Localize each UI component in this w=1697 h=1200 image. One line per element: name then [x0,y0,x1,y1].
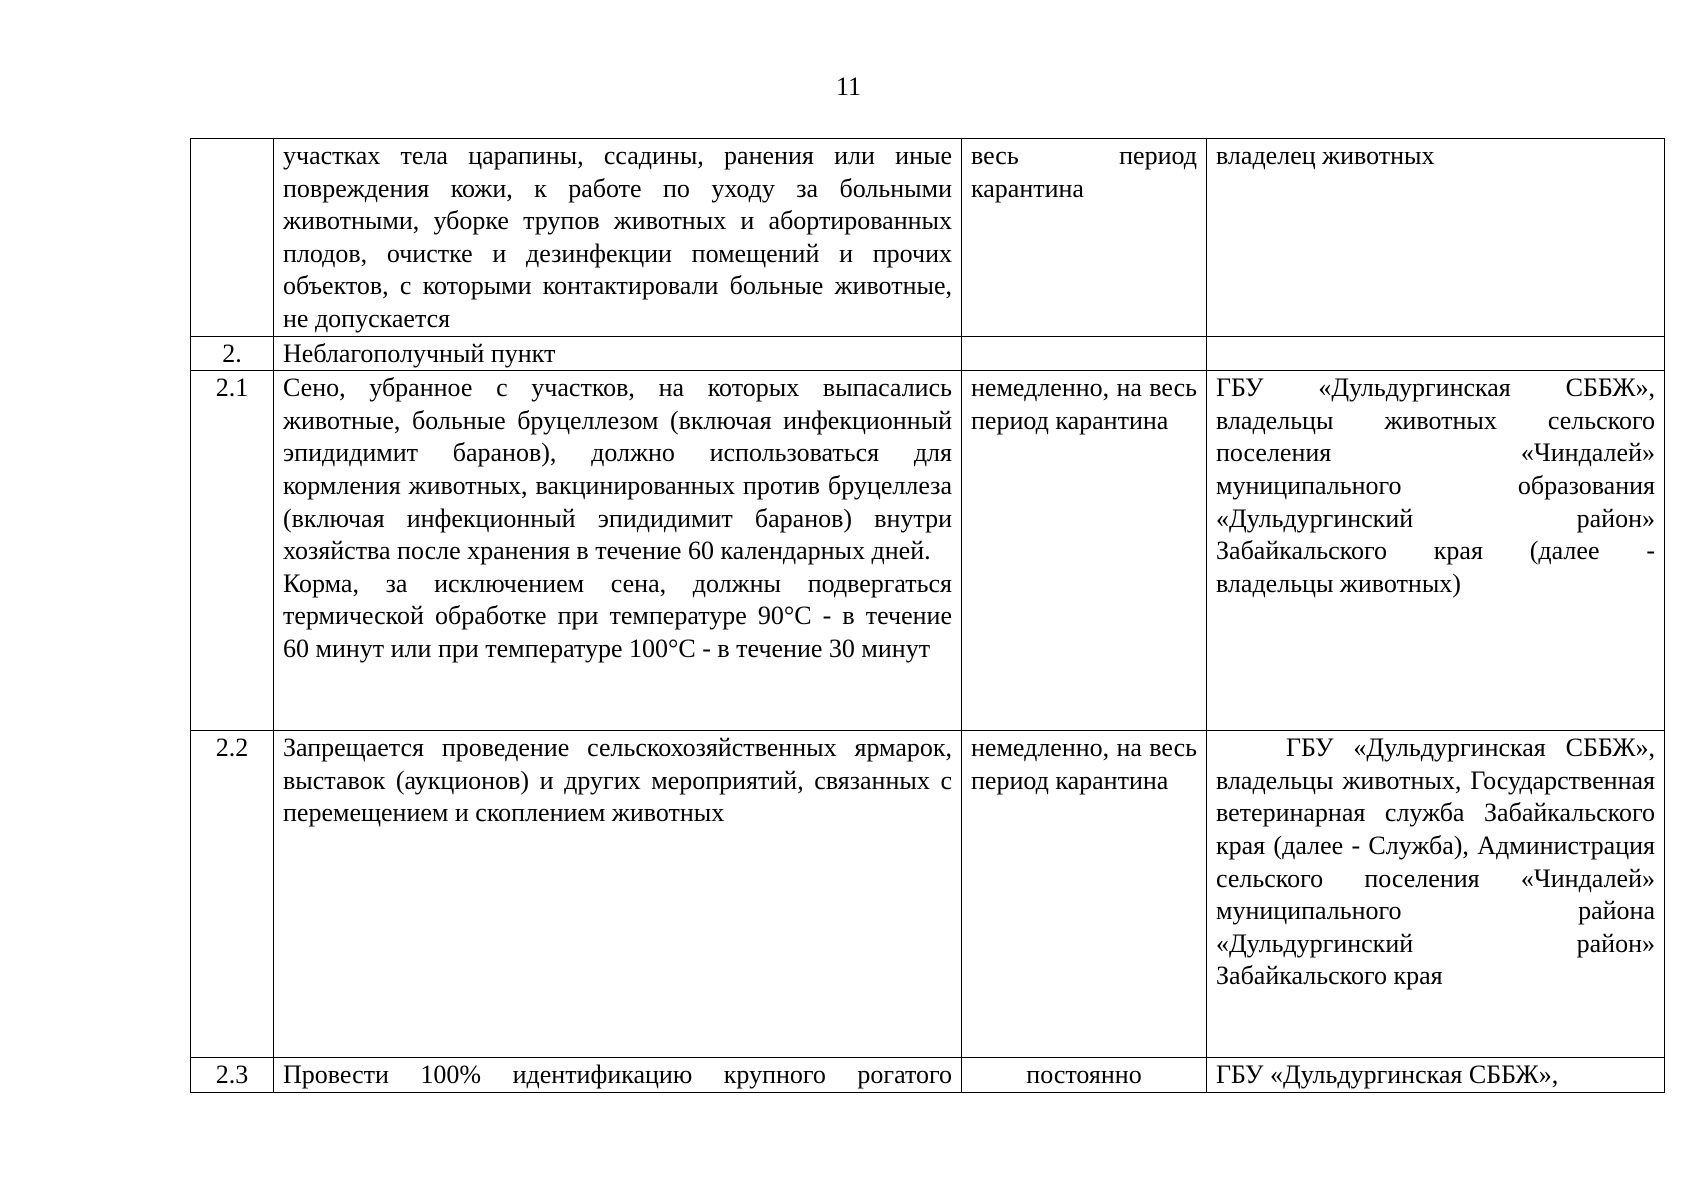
responsible-cell [1207,336,1665,371]
row-number: 2. [191,336,274,371]
measure-paragraph: участках тела царапины, ссадины, ранения или иные повреждения кожи, к работе по уходу за больными животными, уборке трупов животных и абортированных плодов, очистке и дезинфекции помещений и прочих объектов, с которыми контактировали больные животные, не допускается [283,141,952,333]
measure-paragraph: Запрещается проведение сельскохозяйственных ярмарок, выставок (аукционов) и других мероприятий, связанных с перемещением и скоплением животных [283,733,952,828]
term-cell [962,139,1207,337]
term-cell [962,731,1207,1058]
measures-table [190,138,1665,1093]
table-row [191,1058,1665,1093]
section-title: Неблагополучный пункт [274,336,962,371]
term-cell: постоянно [962,1058,1207,1093]
measure-text [274,1058,962,1093]
table-row-section [191,336,1665,371]
term-text: весь период карантина [971,141,1197,203]
term-text: немедленно, на весь период карантина [971,733,1197,795]
term-cell [962,371,1207,731]
measure-text [274,371,962,731]
term-text: немедленно, на весь период карантина [971,373,1197,435]
row-number: 2.1 [191,371,274,731]
responsible-cell [1207,731,1665,1058]
table-row [191,731,1665,1058]
responsible-cell [1207,371,1665,731]
measure-text [274,731,962,1058]
responsible-cell: владелец животных [1207,139,1665,337]
table-row [191,371,1665,731]
responsible-text: ГБУ «Дульдургинская СББЖ», владельцы животных, Государственная ветеринарная служба Забайкальского края (далее - Служба), Администрация сельского поселения «Чиндалей» муниципального района «Дульдургинский район» Забайкальского края [1216,733,1655,991]
row-number: 2.2 [191,731,274,1058]
responsible-cell: ГБУ «Дульдургинская СББЖ», [1207,1058,1665,1093]
measure-paragraph: Провести 100% идентификацию крупного рогатого [283,1060,952,1090]
responsible-text: ГБУ «Дульдургинская СББЖ», владельцы животных сельского поселения «Чиндалей» муниципального образования «Дульдургинский район» Забайкальского края (далее - владельцы животных) [1216,373,1655,598]
measure-paragraph: Корма, за исключением сена, должны подвергаться термической обработке при температуре 90°С - в течение 60 минут или при температуре 100°С - в течение 30 минут [283,568,952,663]
measure-text [274,139,962,337]
table-row-continuation [191,139,1665,337]
page-number: 11 [835,72,862,101]
row-number: 2.3 [191,1058,274,1093]
row-number [191,139,274,337]
measure-paragraph: Сено, убранное с участков, на которых выпасались животные, больные бруцеллезом (включая инфекционный эпидидимит баранов), должно использоваться для кормления животных, вакцинированных против бруцеллеза (включая инфекционный эпидидимит баранов) внутри хозяйства после хранения в течение 60 календарных дней. [283,373,952,566]
term-cell [962,336,1207,371]
